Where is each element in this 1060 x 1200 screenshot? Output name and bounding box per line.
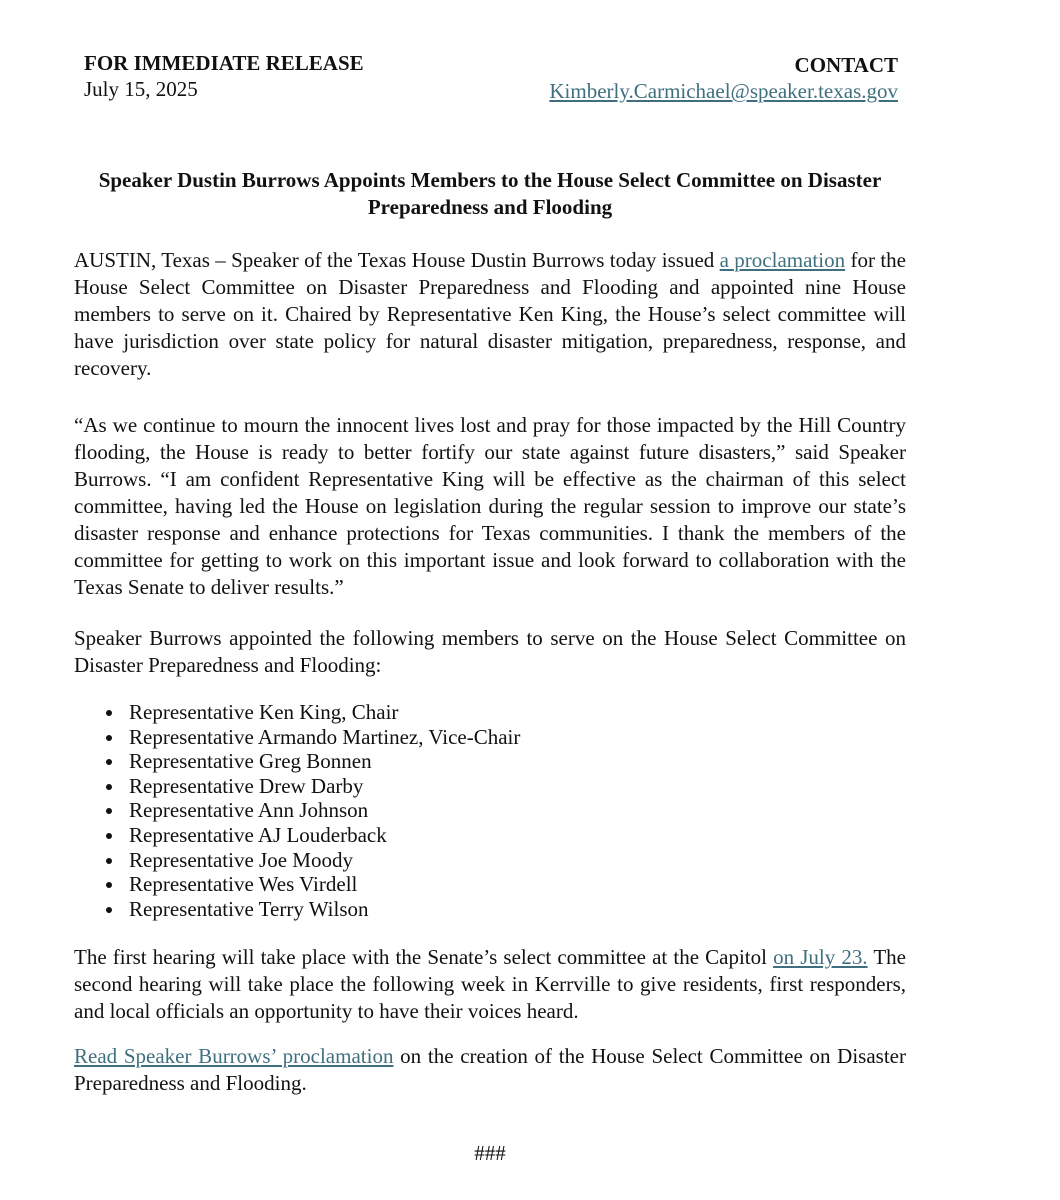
read-proclamation-link[interactable]: Read Speaker Burrows’ proclamation bbox=[74, 1044, 394, 1068]
july-23-link[interactable]: on July 23. bbox=[773, 945, 868, 969]
list-item: Representative Greg Bonnen bbox=[74, 749, 520, 774]
hearing-paragraph bbox=[74, 944, 906, 1025]
list-item: Representative AJ Louderback bbox=[74, 823, 520, 848]
release-block bbox=[84, 50, 364, 102]
closing-paragraph bbox=[74, 1043, 906, 1097]
list-item: Representative Wes Virdell bbox=[74, 872, 520, 897]
list-item: Representative Drew Darby bbox=[74, 774, 520, 799]
hearing-text-start: The first hearing will take place with the Senate’s select committee at the Capitol bbox=[74, 945, 774, 969]
list-item: Representative Ken King, Chair bbox=[74, 700, 520, 725]
list-item: Representative Terry Wilson bbox=[74, 897, 520, 922]
contact-label: CONTACT bbox=[794, 53, 898, 77]
intro-text-start: AUSTIN, Texas – Speaker of the Texas House Dustin Burrows today issued bbox=[74, 248, 720, 272]
proclamation-link[interactable]: a proclamation bbox=[719, 248, 846, 272]
end-mark: ### bbox=[474, 1141, 506, 1165]
contact-email-link[interactable]: Kimberly.Carmichael@speaker.texas.gov bbox=[549, 79, 898, 103]
member-list bbox=[74, 700, 520, 921]
list-item: Representative Ann Johnson bbox=[74, 798, 520, 823]
quote-paragraph: “As we continue to mourn the innocent lives lost and pray for those impacted by the Hill Country flooding, the House is ready to better fortify our state against future disasters,” said Speaker Burrows. “I am confident Representative King will be effective as the chairman of this select committee, having led the House on legislation during the regular session to improve our state’s disaster response and enhance protections for Texas communities. I thank the members of the committee for getting to work on this important issue and look forward to collaboration with the Texas Senate to deliver results.” bbox=[74, 413, 906, 599]
hearing-text-end: The second hearing will take place the following week in Kerrville to give residents, first responders, and local officials an opportunity to have their voices heard. bbox=[74, 945, 906, 1023]
contact-block bbox=[549, 52, 898, 104]
appointment-paragraph: Speaker Burrows appointed the following members to serve on the House Select Committee on Disaster Preparedness and Flooding: bbox=[74, 626, 906, 677]
intro-paragraph bbox=[74, 247, 906, 382]
list-item: Representative Joe Moody bbox=[74, 848, 520, 873]
list-item: Representative Armando Martinez, Vice-Chair bbox=[74, 725, 520, 750]
intro-text-end: for the House Select Committee on Disaster Preparedness and Flooding and appointed nine House members to serve on it. Chaired by Representative Ken King, the House’s select committee will have jurisdiction over state policy for natural disaster mitigation, preparedness, response, and recovery. bbox=[74, 248, 906, 380]
release-date: July 15, 2025 bbox=[84, 77, 198, 101]
closing-text: on the creation of the House Select Committee on Disaster Preparedness and Flooding. bbox=[74, 1044, 906, 1095]
release-title: Speaker Dustin Burrows Appoints Members to the House Select Committee on Disaster Preparedness and Flooding bbox=[98, 168, 882, 219]
release-label: FOR IMMEDIATE RELEASE bbox=[84, 51, 364, 75]
